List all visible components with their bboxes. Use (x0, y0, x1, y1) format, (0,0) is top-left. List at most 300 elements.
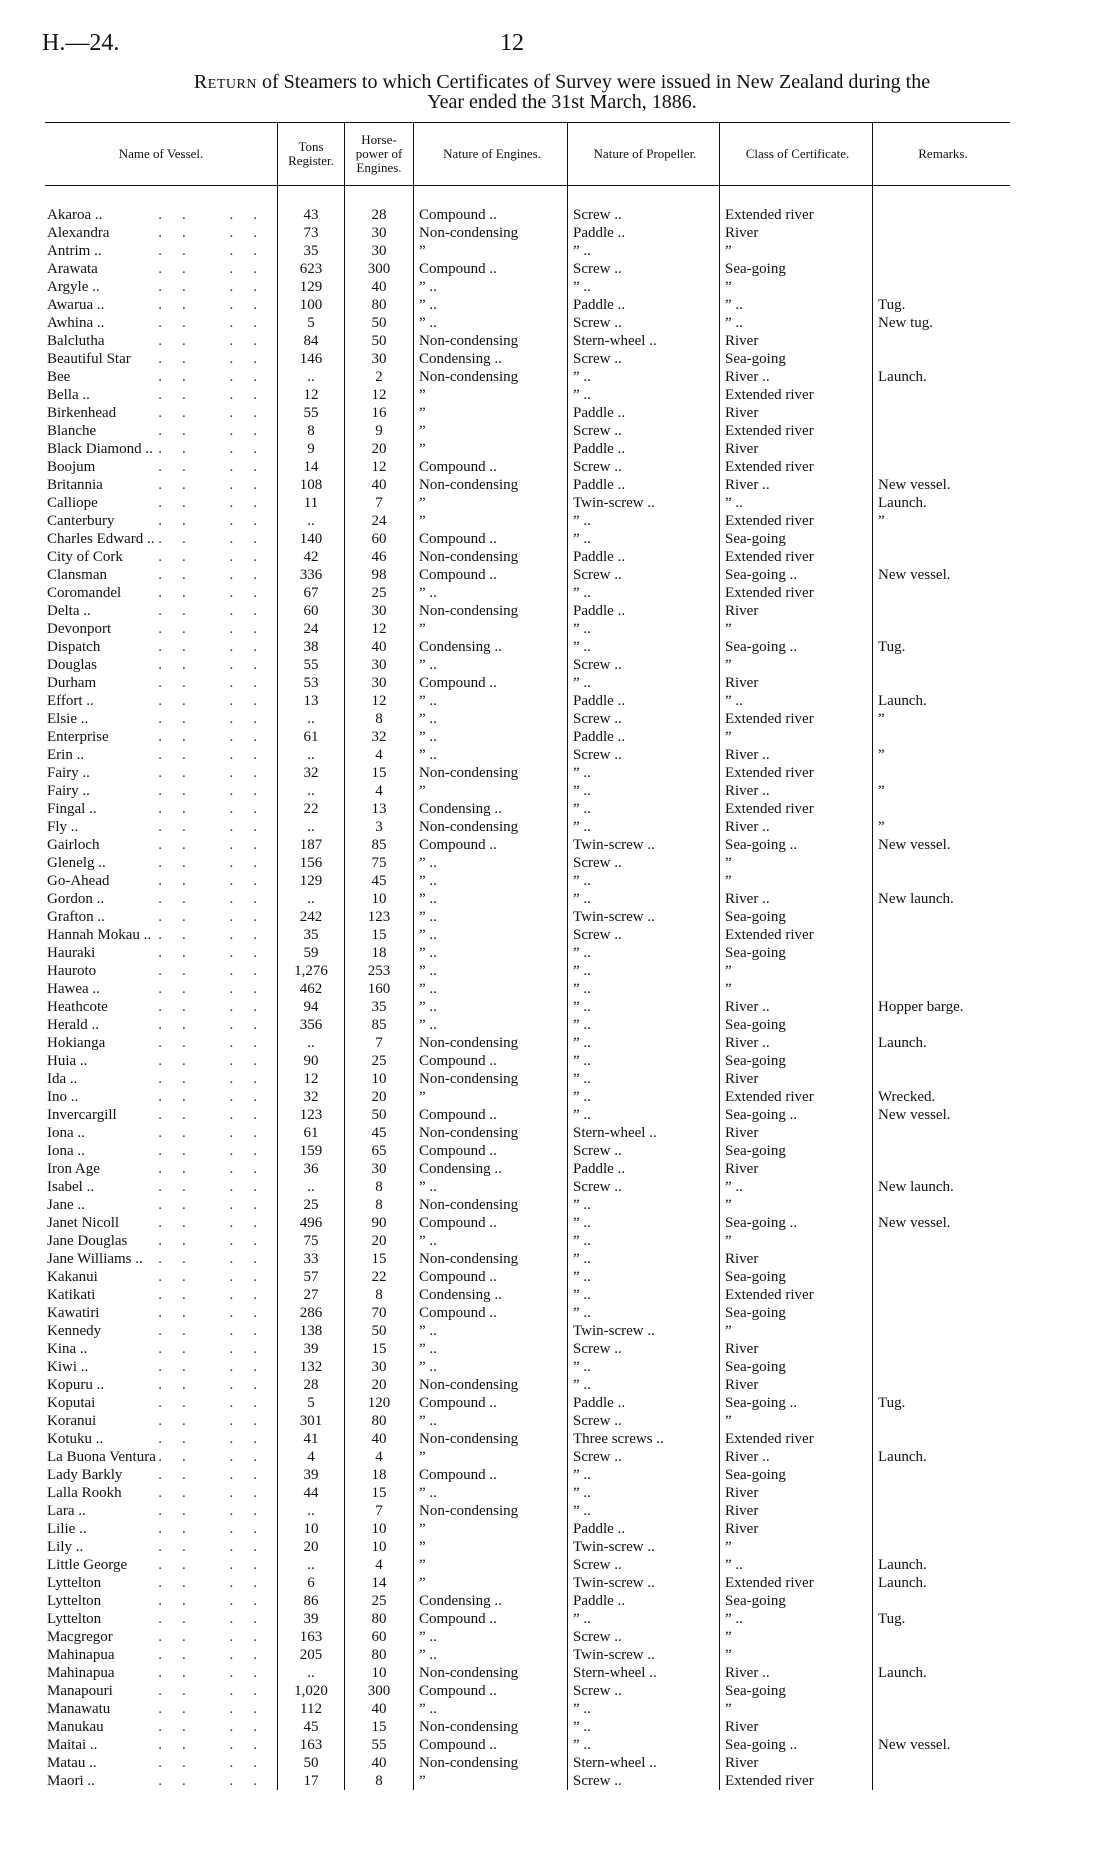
horse-power-cell: 10 (345, 890, 414, 908)
leader-dots: .. .. (158, 225, 277, 241)
tons-register-cell: 86 (278, 1592, 345, 1610)
leader-dots: .. .. (158, 1197, 277, 1213)
class-of-certificate-cell: Sea-going (720, 1016, 873, 1034)
horse-power-cell: 30 (345, 674, 414, 692)
leader-dots: .. .. (158, 549, 277, 565)
horse-power-cell: 15 (345, 1340, 414, 1358)
table-row (45, 476, 1010, 494)
table-row (45, 1376, 1010, 1394)
table-row (45, 1412, 1010, 1430)
horse-power-cell: 45 (345, 872, 414, 890)
table-row (45, 1628, 1010, 1646)
tons-register-cell: 75 (278, 1232, 345, 1250)
remarks-cell: New launch. (873, 1178, 1011, 1196)
vessel-name-cell (45, 314, 278, 332)
nature-of-propeller-cell: Paddle .. (568, 404, 720, 422)
table-row (45, 1646, 1010, 1664)
horse-power-cell: 20 (345, 1376, 414, 1394)
nature-of-propeller-cell: Screw .. (568, 1340, 720, 1358)
nature-of-propeller-cell: ” .. (568, 1304, 720, 1322)
leader-dots: .. .. (158, 1629, 277, 1645)
remarks-cell: ” (873, 512, 1011, 530)
class-of-certificate-cell: River (720, 1160, 873, 1178)
vessel-name-cell (45, 764, 278, 782)
class-of-certificate-cell: ” (720, 962, 873, 980)
horse-power-cell: 40 (345, 638, 414, 656)
vessel-name: Hannah Mokau .. (47, 927, 152, 943)
leader-dots: .. .. (158, 495, 277, 511)
class-of-certificate-cell: Sea-going (720, 1142, 873, 1160)
document-title (62, 72, 1062, 112)
remarks-cell (873, 1196, 1011, 1214)
horse-power-cell: 50 (345, 1106, 414, 1124)
table-row (45, 494, 1010, 512)
horse-power-cell: 160 (345, 980, 414, 998)
nature-of-engines-cell: ” (414, 1448, 568, 1466)
nature-of-engines-cell: Compound .. (414, 1394, 568, 1412)
remarks-cell: Launch. (873, 692, 1011, 710)
nature-of-engines-cell: ” (414, 782, 568, 800)
class-of-certificate-cell: Extended river (720, 422, 873, 440)
vessel-name-cell (45, 1268, 278, 1286)
horse-power-cell: 15 (345, 926, 414, 944)
table-row (45, 854, 1010, 872)
class-of-certificate-cell: Extended river (720, 1430, 873, 1448)
remarks-cell (873, 1484, 1011, 1502)
vessel-name-cell (45, 332, 278, 350)
remarks-cell (873, 404, 1011, 422)
remarks-cell (873, 764, 1011, 782)
table-row (45, 1718, 1010, 1736)
class-of-certificate-cell: River .. (720, 746, 873, 764)
class-of-certificate-cell: Sea-going (720, 530, 873, 548)
class-of-certificate-cell: Sea-going .. (720, 1736, 873, 1754)
class-of-certificate-cell: River .. (720, 368, 873, 386)
table-row (45, 1034, 1010, 1052)
nature-of-engines-cell: Non-condensing (414, 368, 568, 386)
nature-of-propeller-cell: Screw .. (568, 1556, 720, 1574)
tons-register-cell: 5 (278, 314, 345, 332)
leader-dots: .. .. (158, 1485, 277, 1501)
table-row (45, 1232, 1010, 1250)
table-row (45, 314, 1010, 332)
nature-of-engines-cell: Non-condensing (414, 1430, 568, 1448)
vessel-name-cell (45, 296, 278, 314)
vessel-name: Clansman (47, 567, 107, 583)
tons-register-cell: 67 (278, 584, 345, 602)
nature-of-engines-cell: Compound .. (414, 206, 568, 224)
nature-of-propeller-cell: ” .. (568, 1484, 720, 1502)
table-row (45, 1682, 1010, 1700)
horse-power-cell: 16 (345, 404, 414, 422)
horse-power-cell: 80 (345, 1646, 414, 1664)
vessel-name: Kakanui (47, 1269, 98, 1285)
tons-register-cell: 39 (278, 1610, 345, 1628)
vessel-name: Gordon .. (47, 891, 105, 907)
horse-power-cell: 50 (345, 1322, 414, 1340)
class-of-certificate-cell: Extended river (720, 206, 873, 224)
vessel-name-cell (45, 494, 278, 512)
table-row (45, 566, 1010, 584)
remarks-cell (873, 1142, 1011, 1160)
nature-of-propeller-cell: ” .. (568, 1250, 720, 1268)
page-reference: H.—24. (42, 30, 120, 56)
vessel-name: Balclutha (47, 333, 105, 349)
vessel-name-cell (45, 1412, 278, 1430)
table-row (45, 998, 1010, 1016)
remarks-cell (873, 1754, 1011, 1772)
remarks-cell (873, 584, 1011, 602)
nature-of-propeller-cell: ” .. (568, 1106, 720, 1124)
vessel-name: Hauraki (47, 945, 96, 961)
leader-dots: .. .. (158, 1125, 277, 1141)
tons-register-cell: 14 (278, 458, 345, 476)
nature-of-engines-cell: ” .. (414, 692, 568, 710)
col-remarks: Remarks. (873, 123, 1011, 186)
leader-dots: .. .. (158, 657, 277, 673)
vessel-name-cell (45, 1286, 278, 1304)
nature-of-engines-cell: Non-condensing (414, 602, 568, 620)
nature-of-propeller-cell: Screw .. (568, 422, 720, 440)
horse-power-cell: 20 (345, 1088, 414, 1106)
horse-power-cell: 300 (345, 1682, 414, 1700)
leader-dots: .. .. (158, 1575, 277, 1591)
title-line-2: Year ended the 31st March, 1886. (427, 91, 697, 113)
tons-register-cell: 356 (278, 1016, 345, 1034)
tons-register-cell: .. (278, 782, 345, 800)
vessel-name: Lyttelton (47, 1611, 102, 1627)
tons-register-cell: 1,020 (278, 1682, 345, 1700)
horse-power-cell: 18 (345, 944, 414, 962)
vessel-name-cell (45, 1196, 278, 1214)
nature-of-engines-cell: ” .. (414, 746, 568, 764)
vessel-name: Little George (47, 1557, 128, 1573)
leader-dots: .. .. (158, 765, 277, 781)
table-row (45, 1520, 1010, 1538)
horse-power-cell: 7 (345, 1034, 414, 1052)
nature-of-propeller-cell: Screw .. (568, 1448, 720, 1466)
tons-register-cell: 187 (278, 836, 345, 854)
class-of-certificate-cell: River (720, 1250, 873, 1268)
tons-register-cell: 32 (278, 764, 345, 782)
remarks-cell (873, 1052, 1011, 1070)
nature-of-engines-cell: Non-condensing (414, 1034, 568, 1052)
nature-of-engines-cell: ” .. (414, 278, 568, 296)
vessel-name: La Buona Ventura (47, 1449, 156, 1465)
remarks-cell (873, 332, 1011, 350)
remarks-cell: New vessel. (873, 836, 1011, 854)
tons-register-cell: 10 (278, 1520, 345, 1538)
nature-of-propeller-cell: ” .. (568, 1376, 720, 1394)
class-of-certificate-cell: ” .. (720, 1178, 873, 1196)
nature-of-propeller-cell: ” .. (568, 1034, 720, 1052)
horse-power-cell: 80 (345, 1412, 414, 1430)
horse-power-cell: 4 (345, 1556, 414, 1574)
class-of-certificate-cell: River (720, 1376, 873, 1394)
remarks-cell (873, 1700, 1011, 1718)
table-header (45, 123, 1010, 186)
remarks-cell: Launch. (873, 1448, 1011, 1466)
leader-dots: .. .. (158, 1449, 277, 1465)
nature-of-propeller-cell: Paddle .. (568, 1592, 720, 1610)
horse-power-cell: 4 (345, 1448, 414, 1466)
horse-power-cell: 4 (345, 782, 414, 800)
remarks-cell (873, 1646, 1011, 1664)
nature-of-engines-cell: ” .. (414, 1700, 568, 1718)
remarks-cell (873, 674, 1011, 692)
class-of-certificate-cell: Extended river (720, 548, 873, 566)
class-of-certificate-cell: River (720, 1124, 873, 1142)
class-of-certificate-cell: Sea-going (720, 1358, 873, 1376)
nature-of-engines-cell: Condensing .. (414, 1286, 568, 1304)
table-row (45, 1268, 1010, 1286)
nature-of-engines-cell: Compound .. (414, 1214, 568, 1232)
table-row (45, 1574, 1010, 1592)
horse-power-cell: 4 (345, 746, 414, 764)
table-row (45, 404, 1010, 422)
vessel-name-cell (45, 692, 278, 710)
vessel-name-cell (45, 386, 278, 404)
remarks-cell: New tug. (873, 314, 1011, 332)
remarks-cell (873, 1160, 1011, 1178)
tons-register-cell: 12 (278, 386, 345, 404)
nature-of-propeller-cell: ” .. (568, 1070, 720, 1088)
vessel-name: Maitai .. (47, 1737, 98, 1753)
tons-register-cell: 50 (278, 1754, 345, 1772)
remarks-cell: Launch. (873, 1556, 1011, 1574)
nature-of-propeller-cell: Three screws .. (568, 1430, 720, 1448)
class-of-certificate-cell: ” .. (720, 314, 873, 332)
vessel-name: Maori .. (47, 1773, 95, 1789)
remarks-cell (873, 854, 1011, 872)
horse-power-cell: 18 (345, 1466, 414, 1484)
class-of-certificate-cell: Sea-going (720, 1304, 873, 1322)
col-nature-of-engines: Nature of Engines. (414, 123, 568, 186)
horse-power-cell: 25 (345, 1052, 414, 1070)
nature-of-propeller-cell: Paddle .. (568, 602, 720, 620)
leader-dots: .. .. (158, 1161, 277, 1177)
nature-of-propeller-cell: ” .. (568, 962, 720, 980)
class-of-certificate-cell: River (720, 440, 873, 458)
table-row (45, 692, 1010, 710)
leader-dots: .. .. (158, 1305, 277, 1321)
nature-of-engines-cell: ” .. (414, 1322, 568, 1340)
class-of-certificate-cell: ” (720, 1412, 873, 1430)
leader-dots: .. .. (158, 207, 277, 223)
nature-of-engines-cell: Non-condensing (414, 1250, 568, 1268)
class-of-certificate-cell: Sea-going .. (720, 1106, 873, 1124)
class-of-certificate-cell: Extended river (720, 764, 873, 782)
leader-dots: .. .. (158, 1737, 277, 1753)
leader-dots: .. .. (158, 459, 277, 475)
class-of-certificate-cell: Extended river (720, 458, 873, 476)
leader-dots: .. .. (158, 333, 277, 349)
vessel-name: Durham (47, 675, 97, 691)
table-row (45, 332, 1010, 350)
leader-dots: .. .. (158, 405, 277, 421)
tons-register-cell: 42 (278, 548, 345, 566)
remarks-cell (873, 1268, 1011, 1286)
nature-of-engines-cell: ” .. (414, 728, 568, 746)
vessel-name-cell (45, 1448, 278, 1466)
tons-register-cell: .. (278, 1556, 345, 1574)
table-row (45, 1610, 1010, 1628)
vessel-name: Charles Edward .. (47, 531, 155, 547)
class-of-certificate-cell: ” (720, 656, 873, 674)
vessel-name-cell (45, 548, 278, 566)
class-of-certificate-cell: River (720, 1484, 873, 1502)
nature-of-engines-cell: Non-condensing (414, 548, 568, 566)
class-of-certificate-cell: ” .. (720, 1556, 873, 1574)
leader-dots: .. .. (158, 603, 277, 619)
vessel-name-cell (45, 1322, 278, 1340)
nature-of-propeller-cell: ” .. (568, 1700, 720, 1718)
remarks-cell (873, 260, 1011, 278)
tons-register-cell: 242 (278, 908, 345, 926)
leader-dots: .. .. (158, 387, 277, 403)
nature-of-engines-cell: ” (414, 242, 568, 260)
vessel-name-cell (45, 1484, 278, 1502)
horse-power-cell: 40 (345, 1430, 414, 1448)
tons-register-cell: .. (278, 1664, 345, 1682)
class-of-certificate-cell: Sea-going .. (720, 1394, 873, 1412)
page-header (42, 30, 1072, 64)
remarks-cell (873, 926, 1011, 944)
horse-power-cell: 8 (345, 1772, 414, 1790)
vessel-name-cell (45, 1034, 278, 1052)
tons-register-cell: .. (278, 1034, 345, 1052)
class-of-certificate-cell: River (720, 1340, 873, 1358)
leader-dots: .. .. (158, 585, 277, 601)
nature-of-propeller-cell: Twin-screw .. (568, 1538, 720, 1556)
nature-of-propeller-cell: ” .. (568, 278, 720, 296)
horse-power-cell: 12 (345, 692, 414, 710)
nature-of-engines-cell: ” (414, 386, 568, 404)
table-row (45, 674, 1010, 692)
nature-of-propeller-cell: ” .. (568, 1088, 720, 1106)
class-of-certificate-cell: ” (720, 854, 873, 872)
nature-of-propeller-cell: ” .. (568, 1358, 720, 1376)
class-of-certificate-cell: ” (720, 1322, 873, 1340)
leader-dots: .. .. (158, 1215, 277, 1231)
table-row (45, 1142, 1010, 1160)
vessel-name: Douglas (47, 657, 97, 673)
nature-of-propeller-cell: ” .. (568, 998, 720, 1016)
class-of-certificate-cell: River .. (720, 476, 873, 494)
class-of-certificate-cell: ” (720, 872, 873, 890)
vessel-name-cell (45, 1070, 278, 1088)
tons-register-cell: .. (278, 818, 345, 836)
tons-register-cell: 112 (278, 1700, 345, 1718)
tons-register-cell: 286 (278, 1304, 345, 1322)
class-of-certificate-cell: Extended river (720, 710, 873, 728)
table-row (45, 440, 1010, 458)
class-of-certificate-cell: River (720, 1754, 873, 1772)
table-row (45, 1088, 1010, 1106)
remarks-cell (873, 458, 1011, 476)
nature-of-engines-cell: Compound .. (414, 458, 568, 476)
leader-dots: .. .. (158, 1413, 277, 1429)
class-of-certificate-cell: ” (720, 278, 873, 296)
vessel-name-cell (45, 476, 278, 494)
vessel-name-cell (45, 1592, 278, 1610)
leader-dots: .. .. (158, 927, 277, 943)
nature-of-engines-cell: Compound .. (414, 1682, 568, 1700)
vessel-name: Macgregor (47, 1629, 113, 1645)
table-row (45, 530, 1010, 548)
table-row (45, 1250, 1010, 1268)
tons-register-cell: 108 (278, 476, 345, 494)
vessel-name-cell (45, 1016, 278, 1034)
class-of-certificate-cell: Sea-going (720, 908, 873, 926)
vessel-name-cell (45, 1214, 278, 1232)
horse-power-cell: 15 (345, 1250, 414, 1268)
vessel-name-cell (45, 1574, 278, 1592)
remarks-cell: Launch. (873, 494, 1011, 512)
nature-of-propeller-cell: Screw .. (568, 458, 720, 476)
table-row (45, 458, 1010, 476)
horse-power-cell: 30 (345, 242, 414, 260)
horse-power-cell: 28 (345, 206, 414, 224)
nature-of-engines-cell: Non-condensing (414, 1376, 568, 1394)
remarks-cell (873, 908, 1011, 926)
tons-register-cell: 45 (278, 1718, 345, 1736)
vessel-name: Katikati (47, 1287, 96, 1303)
vessel-name: Bella .. (47, 387, 90, 403)
leader-dots: .. .. (158, 1341, 277, 1357)
class-of-certificate-cell: Sea-going (720, 944, 873, 962)
horse-power-cell: 55 (345, 1736, 414, 1754)
tons-register-cell: 5 (278, 1394, 345, 1412)
table-row (45, 1070, 1010, 1088)
table-row (45, 1106, 1010, 1124)
leader-dots: .. .. (158, 567, 277, 583)
horse-power-cell: 32 (345, 728, 414, 746)
nature-of-engines-cell: ” .. (414, 944, 568, 962)
horse-power-cell: 46 (345, 548, 414, 566)
vessel-name-cell (45, 1106, 278, 1124)
vessel-name: Kennedy (47, 1323, 102, 1339)
vessel-name: Black Diamond .. (47, 441, 153, 457)
class-of-certificate-cell: ” (720, 1196, 873, 1214)
tons-register-cell: 8 (278, 422, 345, 440)
class-of-certificate-cell: Sea-going .. (720, 1214, 873, 1232)
nature-of-propeller-cell: Paddle .. (568, 1160, 720, 1178)
vessel-name-cell (45, 404, 278, 422)
nature-of-engines-cell: ” .. (414, 854, 568, 872)
class-of-certificate-cell: Sea-going .. (720, 638, 873, 656)
remarks-cell (873, 602, 1011, 620)
table-row (45, 1160, 1010, 1178)
nature-of-engines-cell: Compound .. (414, 260, 568, 278)
remarks-cell: New vessel. (873, 566, 1011, 584)
vessel-name-cell (45, 1340, 278, 1358)
class-of-certificate-cell: ” .. (720, 692, 873, 710)
vessel-name: Erin .. (47, 747, 85, 763)
table-row (45, 800, 1010, 818)
remarks-cell: New vessel. (873, 1106, 1011, 1124)
vessel-name: Lara .. (47, 1503, 86, 1519)
leader-dots: .. .. (158, 1143, 277, 1159)
leader-dots: .. .. (158, 801, 277, 817)
remarks-cell (873, 1358, 1011, 1376)
leader-dots: .. .. (158, 1431, 277, 1447)
tons-register-cell: 12 (278, 1070, 345, 1088)
class-of-certificate-cell: Sea-going (720, 1592, 873, 1610)
vessel-name-cell (45, 782, 278, 800)
remarks-cell (873, 1286, 1011, 1304)
table-row (45, 872, 1010, 890)
